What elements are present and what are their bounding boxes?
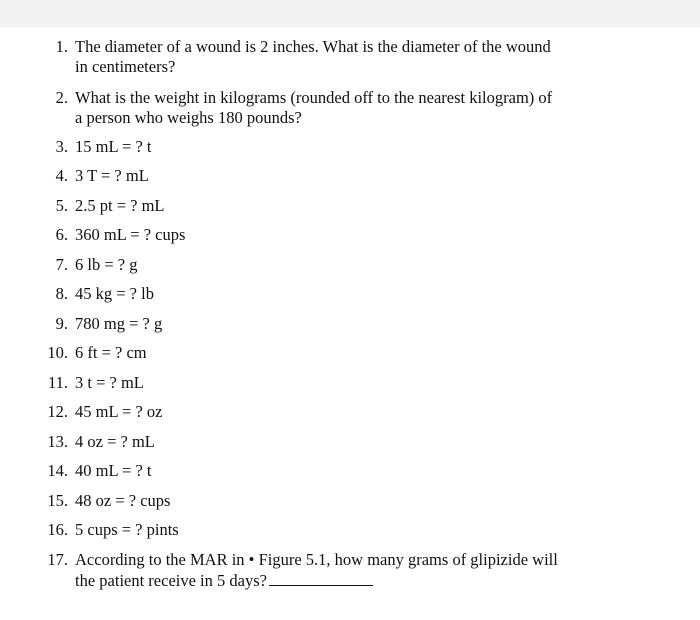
question-number: 7. [55,255,68,274]
question-number: 1. [55,37,68,56]
question-text [75,461,620,481]
question-line-with-blank [75,570,620,591]
question-number: 10. [47,343,68,362]
question-text [75,491,620,511]
question-number: 11. [47,373,68,392]
question-number: 2. [55,88,68,107]
question-line: 4 oz = ? mL [75,432,155,451]
question-text [75,137,620,157]
question-line: 48 oz = ? cups [75,491,171,510]
question-text [75,255,620,275]
question-line: What is the weight in kilograms (rounded off to the nearest kilogram) of [75,88,553,107]
question-text [75,402,620,422]
question-number: 6. [55,225,68,244]
question-text [75,432,620,452]
question-number: 17. [47,550,68,569]
question-text [75,373,620,393]
question-number: 12. [47,402,68,421]
question-text [75,284,620,304]
question-number: 15. [47,491,68,510]
question-text [75,225,620,245]
question-line: 40 mL = ? t [75,461,152,480]
question-line: the patient receive in 5 days? [75,571,267,590]
question-line: According to the MAR in • Figure 5.1, how many grams of glipizide will [75,550,558,569]
question-line: 2.5 pt = ? mL [75,196,165,215]
question-line: 6 ft = ? cm [75,343,147,362]
question-line: 3 t = ? mL [75,373,144,392]
question-text [75,166,620,186]
question-text [75,196,620,216]
question-line: 780 mg = ? g [75,314,163,333]
question-line: a person who weighs 180 pounds? [75,108,302,127]
answer-blank[interactable] [269,570,373,586]
question-number: 8. [55,284,68,303]
question-number: 13. [47,432,68,451]
question-line: 360 mL = ? cups [75,225,186,244]
question-line: in centimeters? [75,57,176,76]
question-line: 45 mL = ? oz [75,402,163,421]
question-number: 9. [55,314,68,333]
question-line: 5 cups = ? pints [75,520,179,539]
question-line: 6 lb = ? g [75,255,138,274]
question-line: The diameter of a wound is 2 inches. What is the diameter of the wound [75,37,551,56]
question-line: 3 T = ? mL [75,166,149,185]
question-text [75,37,620,77]
question-text [75,343,620,363]
question-text [75,88,620,128]
question-number: 4. [55,166,68,185]
question-number: 3. [55,137,68,156]
question-line: 45 kg = ? lb [75,284,154,303]
question-text [75,550,620,591]
question-line: 15 mL = ? t [75,137,152,156]
question-number: 16. [47,520,68,539]
question-number: 5. [55,196,68,215]
question-text [75,520,620,540]
question-number: 14. [47,461,68,480]
question-text [75,314,620,334]
